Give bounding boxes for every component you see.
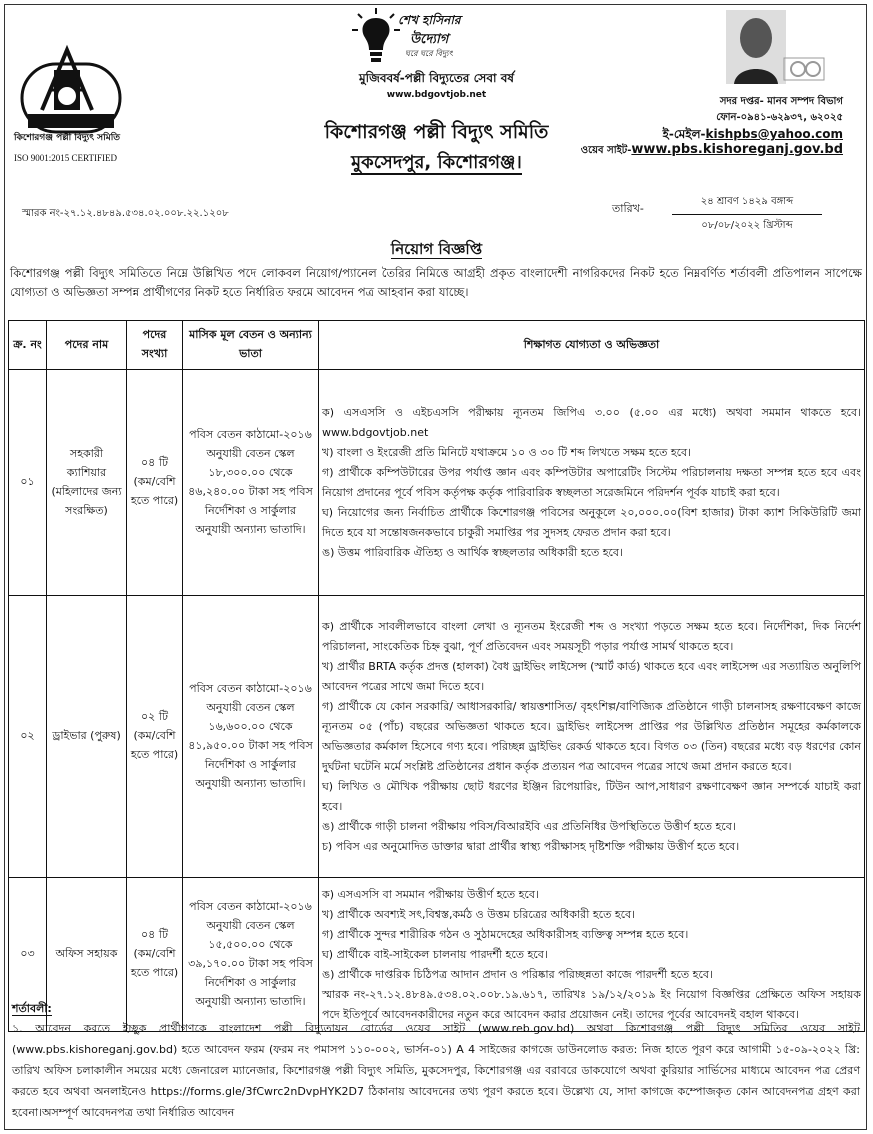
requirement-item: ক) প্রার্থীকে সাবলীলভাবে বাংলা লেখা ও ন্যূনতম ইংরেজী শব্দ ও সংখ্যা পড়তে সক্ষম হতে হবে। নির্দেশিকা, দিক নির্দেশ পরিচালনা, সাংকেতিক চিহ্ন বুঝা, পূর্ণ প্রতিবেদন এবং সময়সূচী পড়ার পর্যাপ্ত সামর্থ থাকতে হবে।	[322, 619, 861, 653]
row-salary: পবিস বেতন কাঠামো-২০১৬ অনুযায়ী বেতন স্কেল ১৬,৬০০.০০ থেকে ৪১,৯৫০.০০ টাকা সহ পবিস নির্দেশিকা ও সার্কুলার অনুযায়ী অন্যান্য ভাতাদি।	[183, 596, 319, 878]
requirement-item: খ) প্রার্থীকে অবশ্যই সৎ,বিশ্বস্ত,কর্মঠ ও উত্তম চরিত্রের অধিকারী হতে হবে।	[322, 907, 636, 921]
contact-web-row	[581, 142, 843, 159]
initiative-line-2: উদ্যোগ	[410, 32, 449, 47]
contact-phone: ফোন-০৯৪১-৬২৯৩৭, ৬২০২৫	[716, 112, 843, 123]
requirement-item: চ) পবিস এর অনুমোদিত ডাক্তার দ্বারা প্রার্থীর স্বাস্থ্য পরীক্ষাসহ দৃষ্টিশক্তি পরীক্ষায় উত্তীর্ণ হতে হবে।	[322, 839, 740, 853]
requirement-item: ঘ) লিখিত ও মৌখিক পরীক্ষায় ছোট ধরণের ইঞ্জিন রিপেয়ারিং, টিউন আপ,সাধারণ রক্ষণাবেক্ষণ জ্ঞান সম্পর্কে যাচাই করা হবে।	[322, 779, 861, 813]
table-row	[9, 878, 865, 1032]
row-requirements	[319, 370, 865, 596]
iso-certified: ISO 9001:2015 CERTIFIED	[14, 153, 117, 163]
row-count: ০২ টি (কম/বেশি হতে পারে)	[127, 596, 183, 878]
requirement-item: স্মারক নং-২৭.১২.৪৮৪৯.৫৩৪.০২.০০৮.১৯.৬১৭, তারিখঃ ১৯/১২/২০১৯ ইং নিয়োগ বিজ্ঞপ্তির প্রেক্ষিতে অফিস সহায়ক পদে ইতিপূর্বে আবেদনকারীদের নতুন করে আবেদন করার প্রয়োজন নেই। তাদের পূর্বের আবেদনই বহাল থাকবে।	[322, 987, 861, 1021]
bulb-icon	[352, 8, 400, 64]
contact-email-row	[581, 126, 843, 142]
year-slogan: মুজিববর্ষ-পল্লী বিদ্যুতের সেবা বর্ষ	[358, 71, 514, 85]
header-requirements: শিক্ষাগত যোগ্যতা ও অভিজ্ঞতা	[319, 321, 865, 370]
row-salary: পবিস বেতন কাঠামো-২০১৬ অনুযায়ী বেতন স্কেল ১৫,৫০০.০০ থেকে ৩৯,১৭০.০০ টাকা সহ পবিস নির্দেশিকা ও সার্কুলার অনুযায়ী অন্যান্য ভাতাদি।	[183, 878, 319, 1032]
date-label: তারিখ-	[612, 202, 644, 215]
requirement-item: গ) প্রার্থীকে যে কোন সরকারি/ আধাসরকারি/ স্বায়ত্তশাসিত/ বৃহৎশিল্প/বাণিজ্যিক প্রতিষ্ঠানে গাড়ী চালনাসহ রক্ষণাবেক্ষণ কাজে ন্যূনতম ০৫ (পাঁচ) বছরের অভিজ্ঞতা থাকতে হবে। ড্রাইভিং লাইসেন্স প্রাপ্তির পর উল্লিখিত প্রতিষ্ঠান সমূহের কর্মকালকে অভিজ্ঞতার কর্মকাল হিসেবে গণ্য হবে। পরিচ্ছন্ন ড্রাইভিং রেকর্ড থাকতে হবে। বিগত ০৩ (তিন) বছরের মধ্যে বড় ধরণের কোন দুর্ঘটনা ঘটেনি মর্মে সংশ্লিষ্ট প্রতিষ্ঠানের প্রধান কর্তৃক প্রত্যয়ন পত্র আবেদন পত্রের সাথে জমা প্রদান করতে হবে।	[322, 699, 861, 773]
requirement-item: ঙ) প্রার্থীকে দাপ্তরিক চিঠিপত্র আদান প্রদান ও পরিষ্কার পরিচ্ছন্নতা কাজে পারদর্শী হতে হবে।	[322, 967, 713, 981]
org-title: কিশোরগঞ্জ পল্লী বিদ্যুৎ সমিতি	[324, 121, 549, 143]
terms-heading: শর্তাবলী:	[12, 1002, 52, 1015]
watermark-site: www.bdgovtjob.net	[386, 90, 487, 100]
row-post: ড্রাইভার (পুরুষ)	[47, 596, 127, 878]
date-english: ০৮/০৮/২০২২ খ্রিস্টাব্দ	[701, 220, 793, 231]
notice-title: নিয়োগ বিজ্ঞপ্তি	[390, 240, 483, 258]
jobs-table	[8, 320, 865, 1032]
contact-website[interactable]: www.pbs.kishoreganj.gov.bd	[631, 142, 843, 157]
requirement-item: ক) এসএসসি বা সমমান পরীক্ষায় উত্তীর্ণ হতে হবে।	[322, 887, 539, 901]
requirement-item: ঙ) প্রার্থীকে গাড়ী চালনা পরীক্ষায় পবিস/বিআরইবি এর প্রতিনিধির উপস্থিতিতে উত্তীর্ণ হতে হবে।	[322, 819, 736, 833]
memo-number: স্মারক নং-২৭.১২.৪৮৪৯.৫৩৪.০২.০০৮.২২.১২০৮	[22, 208, 229, 219]
date-block	[672, 191, 822, 238]
table-header-row	[9, 321, 865, 370]
initiative-line-1: শেখ হাসিনার	[398, 13, 461, 27]
row-post: সহকারী ক্যাশিয়ার (মহিলাদের জন্য সংরক্ষিত)	[47, 370, 127, 596]
notice-intro: কিশোরগঞ্জ পল্লী বিদ্যুৎ সমিতিতে নিম্নে উল্লিখিত পদে লোকবল নিয়োগ/প্যানেল তৈরির নিমিত্তে আগ্রহী প্রকৃত বাংলাদেশী নাগরিকদের নিকট হতে নিম্নবর্ণিত শর্তাবলী প্রতিপালন সাপেক্ষে যোগ্যতা ও অভিজ্ঞতা সম্পন্ন প্রার্থীগণের নিকট হতে নির্ধারিত ফরমে আবেদন পত্র আহবান করা যাচ্ছে।	[10, 266, 862, 299]
contact-email[interactable]: kishpbs@yahoo.com	[705, 127, 843, 141]
row-serial: ০৩	[9, 878, 47, 1032]
requirement-item: গ) প্রার্থীকে সুন্দর শারীরিক গঠন ও সুঠামদেহের অধিকারীসহ ব্যক্তিত্ব সম্পন্ন হতে হবে।	[322, 927, 689, 941]
requirement-item: খ) বাংলা ও ইংরেজী প্রতি মিনিটে যথাক্রমে ১০ ও ৩০ টি শব্দ লিখতে সক্ষম হতে হবে।	[322, 445, 692, 459]
row-serial: ০২	[9, 596, 47, 878]
header-salary: মাসিক মূল বেতন ও অন্যান্য ভাতা	[183, 321, 319, 370]
header-serial: ক্র. নং	[9, 321, 47, 370]
contact-department: সদর দপ্তর- মানব সম্পদ বিভাগ	[719, 96, 843, 107]
requirement-item: খ) প্রার্থীর BRTA কর্তৃক প্রদত্ত (হালকা) বৈধ ড্রাইভিং লাইসেন্স (স্মার্ট কার্ড) থাকতে হবে এবং লাইসেন্স এর সত্যায়িত অনুলিপি আবেদন পত্রের সাথে জমা দিতে হবে।	[322, 659, 861, 693]
date-bangla: ২৪ শ্রাবণ ১৪২৯ বঙ্গাব্দ	[672, 191, 822, 215]
requirement-item: ঙ) উত্তম পারিবারিক ঐতিহ্য ও আর্থিক স্বচ্ছলতার অধিকারী হতে হবে।	[322, 545, 623, 559]
email-label: ই-মেইল-	[662, 127, 706, 141]
row-requirements	[319, 878, 865, 1032]
header-post: পদের নাম	[47, 321, 127, 370]
initiative-line-3: ঘরে ঘরে বিদ্যুৎ	[405, 49, 453, 58]
requirement-item: ক) এসএসসি ও এইচএসসি পরীক্ষায় ন্যূনতম জিপিএ ৩.০০ (৫.০০ এর মধ্যে) অথবা সমমান থাকতে হবে। www.bdgovtjob.net	[322, 405, 861, 439]
table-row	[9, 596, 865, 878]
row-salary: পবিস বেতন কাঠামো-২০১৬ অনুযায়ী বেতন স্কেল ১৮,৩০০.০০ থেকে ৪৬,২৪০.০০ টাকা সহ পবিস নির্দেশিকা ও সার্কুলার অনুযায়ী অন্যান্য ভাতাদি।	[183, 370, 319, 596]
org-address: মুকসেদপুর, কিশোরগঞ্জ।	[351, 152, 522, 173]
terms-item-1: ১. আবেদন করতে ইচ্ছুক প্রার্থীগণকে বাংলাদেশ পল্লী বিদ্যুতায়ন বোর্ডের ওয়েব সাইট (www.reb.gov.bd) অথবা কিশোরগঞ্জ পল্লী বিদ্যুৎ সমিতির ওয়েব সাইট (www.pbs.kishoreganj.gov.bd) হতে আবেদন ফরম (ফরম নং পমাসপ ১১০-০০২, ভার্সন-০১) A 4 সাইজের কাগজে ডাউনলোড করত: নিজ হাতে পূরণ করে আগামী ১৫-০৯-২০২২ খ্রি: তারিখ অফিস চলাকালীন সময়ের মধ্যে জেনারেল ম্যানেজার, কিশোরগঞ্জ পল্লী বিদ্যুৎ সমিতি, মুকসেদপুর, কিশোরগঞ্জ এর বরাবরে ডাকযোগে অথবা কুরিয়ার সার্ভিসের মাধ্যমে আবেদন পত্র প্রেরণ করতে হবে অথবা অনলাইনেও https://forms.gle/3fCwrc2nDvpHYK2D7 ঠিকানায় আবেদনের তথ্য পূরণ করতে হবে। উল্লেখ্য যে, সাদা কাগজে কম্পোজকৃত কোন আবেদনপত্র গ্রহণ করা হবেনা।অসম্পূর্ণ আবেদনপত্র তথা নির্ধারিত আবেদন	[12, 1022, 860, 1119]
web-label: ওয়েব সাইট-	[580, 145, 632, 156]
requirement-item: ঘ) নিয়োগের জন্য নির্বাচিত প্রার্থীকে কিশোরগঞ্জ পবিসের অনুকূলে ২০,০০০.০০(বিশ হাজার) টাকা ক্যাশ সিকিউরিটি জমা দিতে হবে যা সন্তোষজনকভাবে চাকুরী সমাপ্তির পর সুদসহ ফেরত প্রদান করা হবে।	[322, 505, 861, 539]
contact-block	[581, 94, 843, 159]
row-serial: ০১	[9, 370, 47, 596]
table-row	[9, 370, 865, 596]
logo-org-name: কিশোরগঞ্জ পল্লী বিদ্যুৎ সমিতি	[14, 133, 121, 143]
row-count: ০৪ টি (কম/বেশি হতে পারে)	[127, 878, 183, 1032]
row-post: অফিস সহায়ক	[47, 878, 127, 1032]
row-requirements	[319, 596, 865, 878]
requirement-item: গ) প্রার্থীকে কম্পিউটারের উপর পর্যাপ্ত জ্ঞান এবং কম্পিউটার অপারেটিং সিস্টেম পরিচালনায় দক্ষতা সম্পন্ন হতে হবে এবং নিয়োগ প্রদানের পূর্বে পবিস কর্তৃপক্ষ কর্তৃক পারিবারিক স্বচ্ছলতা সরেজমিনে পরিদর্শন পূর্বক যাচাই করা হবে।	[322, 465, 861, 499]
header-count: পদের সংখ্যা	[127, 321, 183, 370]
requirement-item: ঘ) প্রার্থীকে বাই-সাইকেল চালনায় পারদর্শী হতে হবে।	[322, 947, 548, 961]
row-count: ০৪ টি (কম/বেশি হতে পারে)	[127, 370, 183, 596]
mujib-portrait	[718, 8, 830, 86]
